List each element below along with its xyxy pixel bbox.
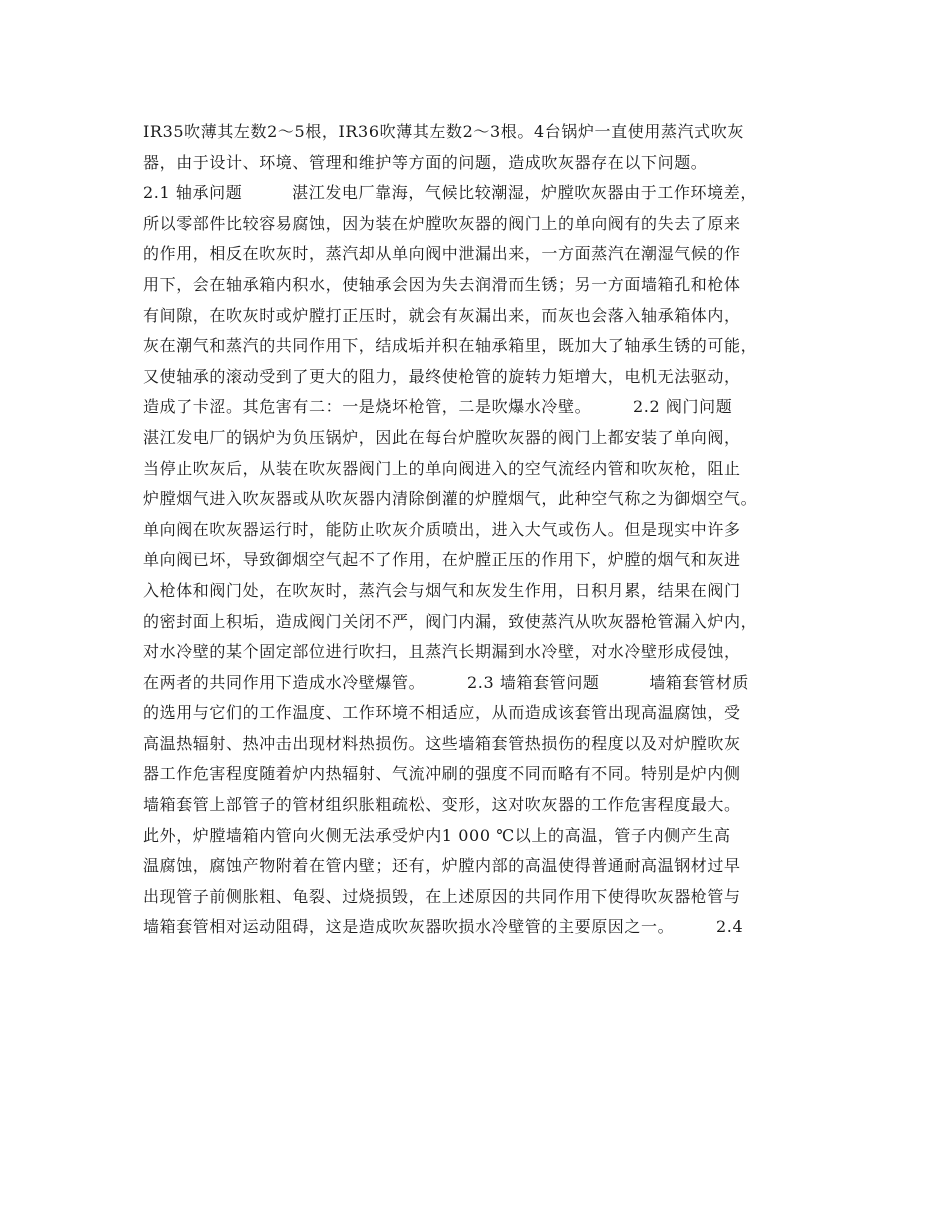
- text-line-22: 器工作危害程度随着炉内热辐射、气流冲刷的强度不同而略有不同。特别是炉内侧: [143, 764, 741, 784]
- text-line-13: 炉膛烟气进入吹灰器或从吹灰器内清除倒灌的炉膛烟气，此种空气称之为御烟空气。: [143, 489, 758, 509]
- text-line-4: 所以零部件比较容易腐蚀，因为装在炉膛吹灰器的阀门上的单向阀有的失去了原来: [143, 213, 741, 233]
- text-line-2: 器，由于设计、环境、管理和维护等方面的问题，造成吹灰器存在以下问题。: [143, 152, 708, 172]
- text-line-16: 入枪体和阀门处，在吹灰时，蒸汽会与烟气和灰发生作用，日积月累，结果在阀门: [143, 580, 741, 600]
- text-line-9: 又使轴承的滚动受到了更大的阻力，最终使枪管的旋转力矩增大，电机无法驱动，: [143, 366, 741, 386]
- body-text: [143, 117, 823, 943]
- text-line-10: 造成了卡涩。其危害有二：一是烧坏枪管，二是吹爆水冷壁。 2.2 阀门问题: [143, 397, 733, 417]
- text-line-27: 墙箱套管相对运动阻碍，这是造成吹灰器吹损水冷壁管的主要原因之一。 2.4: [143, 917, 744, 937]
- text-line-17: 的密封面上积垢，造成阀门关闭不严，阀门内漏，致使蒸汽从吹灰器枪管漏入炉内，: [143, 611, 758, 631]
- text-line-8: 灰在潮气和蒸汽的共同作用下，结成垢并积在轴承箱里，既加大了轴承生锈的可能，: [143, 336, 758, 356]
- text-line-14: 单向阀在吹灰器运行时，能防止吹灰介质喷出，进入大气或伤人。但是现实中许多: [143, 519, 741, 539]
- text-line-26: 出现管子前侧胀粗、龟裂、过烧损毁，在上述原因的共同作用下使得吹灰器枪管与: [143, 886, 741, 906]
- text-line-11: 湛江发电厂的锅炉为负压锅炉，因此在每台炉膛吹灰器的阀门上都安装了单向阀，: [143, 427, 741, 447]
- text-line-1: IR35吹薄其左数2～5根，IR36吹薄其左数2～3根。4台锅炉一直使用蒸汽式吹灰: [143, 122, 744, 141]
- text-line-24: 此外，炉膛墙箱内管向火侧无法承受炉内1 000 ℃以上的高温，管子内侧产生高: [143, 825, 731, 845]
- text-line-18: 对水冷壁的某个固定部位进行吹扫，且蒸汽长期漏到水冷壁，对水冷壁形成侵蚀，: [143, 642, 741, 662]
- text-line-15: 单向阀已坏，导致御烟空气起不了作用，在炉膛正压的作用下，炉膛的烟气和灰进: [143, 550, 741, 570]
- text-line-19: 在两者的共同作用下造成水冷壁爆管。 2.3 墙箱套管问题 墙箱套管材质: [143, 672, 749, 692]
- text-line-6: 用下，会在轴承箱内积水，使轴承会因为失去润滑而生锈；另一方面墙箱孔和枪体: [143, 274, 741, 294]
- text-line-20: 的选用与它们的工作温度、工作环境不相适应，从而造成该套管出现高温腐蚀，受: [143, 703, 741, 723]
- text-line-21: 高温热辐射、热冲击出现材料热损伤。这些墙箱套管热损伤的程度以及对炉膛吹灰: [143, 733, 741, 753]
- text-line-25: 温腐蚀，腐蚀产物附着在管内壁；还有，炉膛内部的高温使得普通耐高温钢材过早: [143, 856, 741, 876]
- text-line-12: 当停止吹灰后，从装在吹灰器阀门上的单向阀进入的空气流经内管和吹灰枪，阻止: [143, 458, 741, 478]
- text-line-7: 有间隙，在吹灰时或炉膛打正压时，就会有灰漏出来，而灰也会落入轴承箱体内，: [143, 305, 741, 325]
- text-line-3: 2.1 轴承问题 湛江发电厂靠海，气候比较潮湿，炉膛吹灰器由于工作环境差，: [143, 183, 757, 203]
- text-line-5: 的作用，相反在吹灰时，蒸汽却从单向阀中泄漏出来，一方面蒸汽在潮湿气候的作: [143, 244, 741, 264]
- text-line-23: 墙箱套管上部管子的管材组织胀粗疏松、变形，这对吹灰器的工作危害程度最大。: [143, 795, 741, 815]
